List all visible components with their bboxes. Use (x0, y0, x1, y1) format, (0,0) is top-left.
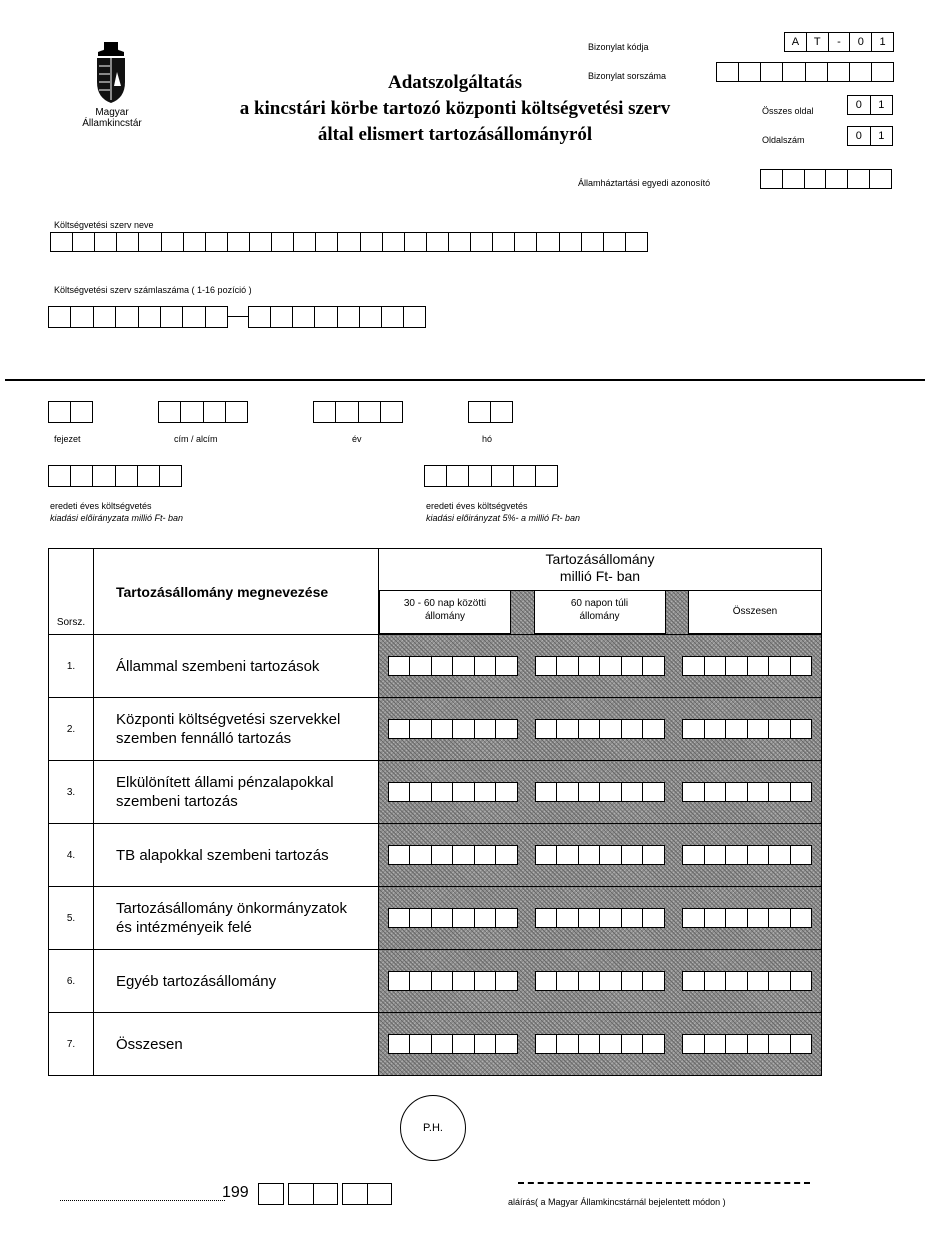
org-name-line1: Magyar (95, 107, 129, 118)
amount-field-30-60[interactable] (388, 656, 518, 676)
row-label-line2: szemben fennálló tartozás (116, 730, 292, 747)
amount-field-total[interactable] (682, 1034, 812, 1054)
sub2-line1: 60 napon túli (570, 598, 629, 609)
amount-field-30-60[interactable] (388, 845, 518, 865)
coat-of-arms-icon (92, 42, 130, 104)
month-field[interactable] (468, 401, 513, 423)
amount-field-total[interactable] (682, 656, 812, 676)
day-digits-field[interactable] (342, 1183, 392, 1205)
row-label-line1: Összesen (116, 1035, 183, 1053)
row-label-line2: szembeni tartozás (116, 793, 238, 810)
title-sub-label: cím / alcím (174, 434, 218, 444)
page-no-field[interactable] (847, 126, 893, 146)
doc-serial-label: Bizonylat sorszáma (588, 71, 667, 81)
row-amounts (379, 698, 822, 761)
page-no-char: 1 (878, 130, 885, 142)
doc-code-label: Bizonylat kódja (588, 42, 649, 52)
col-name-header: Tartozásállomány megnevezése (94, 549, 379, 635)
year-field[interactable] (313, 401, 403, 423)
account-part1-field[interactable] (48, 306, 228, 328)
col-no-header: Sorsz. (49, 549, 94, 635)
group-header-line2: millió Ft- ban (559, 568, 641, 584)
row-number: 4. (49, 824, 94, 887)
stamp-placeholder: P.H. (400, 1095, 466, 1161)
table-row (49, 635, 822, 698)
amount-field-total[interactable] (682, 908, 812, 928)
row-label-line1: Tartozásállomány önkormányzatok (116, 900, 347, 917)
row-label-line2: és intézményeik felé (116, 919, 252, 936)
doc-serial-field[interactable] (716, 62, 894, 82)
amount-field-30-60[interactable] (388, 719, 518, 739)
chapter-label: fejezet (54, 434, 81, 444)
section-divider (5, 379, 925, 381)
row-number: 2. (49, 698, 94, 761)
account-label: Költségvetési szerv számlaszáma ( 1-16 pozíció ) (54, 285, 252, 295)
row-label (94, 1013, 379, 1076)
table-row (49, 824, 822, 887)
page-no-char: 0 (848, 127, 871, 145)
title-line1: Adatszolgáltatás (387, 72, 523, 93)
row-label-line1: Elkülönített állami pénzalapokkal (116, 774, 334, 791)
group-header-line1: Tartozásállomány (545, 551, 655, 567)
row-number: 7. (49, 1013, 94, 1076)
title-line2: a kincstári körbe tartozó központi költségvetési szerv (239, 98, 671, 119)
account-separator (228, 316, 248, 317)
amount-field-total[interactable] (682, 845, 812, 865)
doc-code-char: 1 (879, 36, 886, 48)
total-pages-char: 1 (878, 99, 885, 111)
table-row (49, 761, 822, 824)
ahti-label: Államháztartási egyedi azonosító (578, 178, 711, 188)
sub-header-30-60 (379, 591, 511, 634)
table-row (49, 887, 822, 950)
year-label: év (352, 434, 362, 444)
row-label-line1: TB alapokkal szembeni tartozás (116, 846, 329, 864)
row-label (94, 635, 379, 698)
row-label (94, 950, 379, 1013)
org-name (80, 107, 144, 129)
row-label-line1: Központi költségvetési szervekkel (116, 711, 341, 728)
title-line3: által elismert tartozásállományról (317, 124, 593, 145)
amount-field-30-60[interactable] (388, 908, 518, 928)
amount-field-60-plus[interactable] (535, 845, 665, 865)
amount-field-30-60[interactable] (388, 1034, 518, 1054)
amount-field-60-plus[interactable] (535, 971, 665, 991)
title-sub-field[interactable] (158, 401, 248, 423)
row-amounts (379, 761, 822, 824)
page-no-label: Oldalszám (762, 135, 805, 145)
budget5-label-line1: eredeti éves költségvetés (426, 501, 528, 511)
row-amounts (379, 950, 822, 1013)
signature-label: aláírás( a Magyar Államkincstárnál bejelentett módon ) (508, 1197, 726, 1207)
amount-field-60-plus[interactable] (535, 782, 665, 802)
amount-field-60-plus[interactable] (535, 719, 665, 739)
budget-field[interactable] (48, 465, 182, 487)
amount-field-total[interactable] (682, 782, 812, 802)
row-label (94, 761, 379, 824)
doc-code-char: 0 (850, 33, 872, 51)
amount-field-total[interactable] (682, 719, 812, 739)
budget5-label (426, 500, 580, 524)
month-label: hó (482, 434, 493, 444)
org-name-label: Költségvetési szerv neve (54, 220, 154, 230)
sub-header-60-plus (534, 591, 666, 634)
amount-field-30-60[interactable] (388, 782, 518, 802)
row-label (94, 887, 379, 950)
amount-field-30-60[interactable] (388, 971, 518, 991)
row-label-line1: Egyéb tartozásállomány (116, 972, 277, 990)
place-line[interactable] (60, 1200, 225, 1201)
doc-code-char: T (807, 33, 829, 51)
row-amounts (379, 635, 822, 698)
budget5-field[interactable] (424, 465, 558, 487)
amount-group-header (379, 549, 822, 635)
org-name-line2: Államkincstár (82, 118, 142, 129)
row-label (94, 824, 379, 887)
row-number: 5. (49, 887, 94, 950)
month-digits-field[interactable] (288, 1183, 338, 1205)
budget-label-line1: eredeti éves költségvetés (50, 501, 152, 511)
budget-label-line2: kiadási előirányzata millió Ft- ban (50, 513, 184, 523)
row-amounts (379, 824, 822, 887)
page-title (200, 70, 710, 148)
row-number: 1. (49, 635, 94, 698)
budget-label (50, 500, 183, 524)
org-name-field[interactable] (50, 232, 648, 252)
doc-code-field[interactable] (784, 32, 894, 52)
chapter-field[interactable] (48, 401, 93, 423)
year-prefix: 199 (222, 1184, 249, 1201)
amount-field-60-plus[interactable] (535, 908, 665, 928)
year-digit-field[interactable] (258, 1183, 284, 1205)
total-pages-label: Összes oldal (762, 106, 814, 116)
table-header-row (49, 549, 822, 635)
debt-table (48, 548, 822, 1076)
budget5-label-line2: kiadási előirányzat 5%- a millió Ft- ban (426, 513, 581, 523)
table-row (49, 950, 822, 1013)
row-label-line1: Állammal szembeni tartozások (116, 657, 320, 675)
row-number: 3. (49, 761, 94, 824)
sub2-line2: állomány (579, 611, 620, 622)
sub-header-total: Összesen (688, 591, 821, 634)
doc-code-char: - (829, 33, 851, 51)
row-number: 6. (49, 950, 94, 1013)
doc-code-char: A (785, 33, 807, 51)
amount-field-60-plus[interactable] (535, 1034, 665, 1054)
amount-field-60-plus[interactable] (535, 656, 665, 676)
account-part2-field[interactable] (248, 306, 426, 328)
table-row (49, 1013, 822, 1076)
total-pages-char: 0 (848, 96, 871, 114)
signature-line[interactable] (518, 1182, 810, 1184)
sub1-line1: 30 - 60 nap közötti (403, 598, 487, 609)
row-label (94, 698, 379, 761)
row-amounts (379, 887, 822, 950)
row-amounts (379, 1013, 822, 1076)
ahti-field[interactable] (760, 169, 892, 189)
sub1-line2: állomány (424, 611, 466, 622)
total-pages-field[interactable] (847, 95, 893, 115)
table-row (49, 698, 822, 761)
amount-field-total[interactable] (682, 971, 812, 991)
